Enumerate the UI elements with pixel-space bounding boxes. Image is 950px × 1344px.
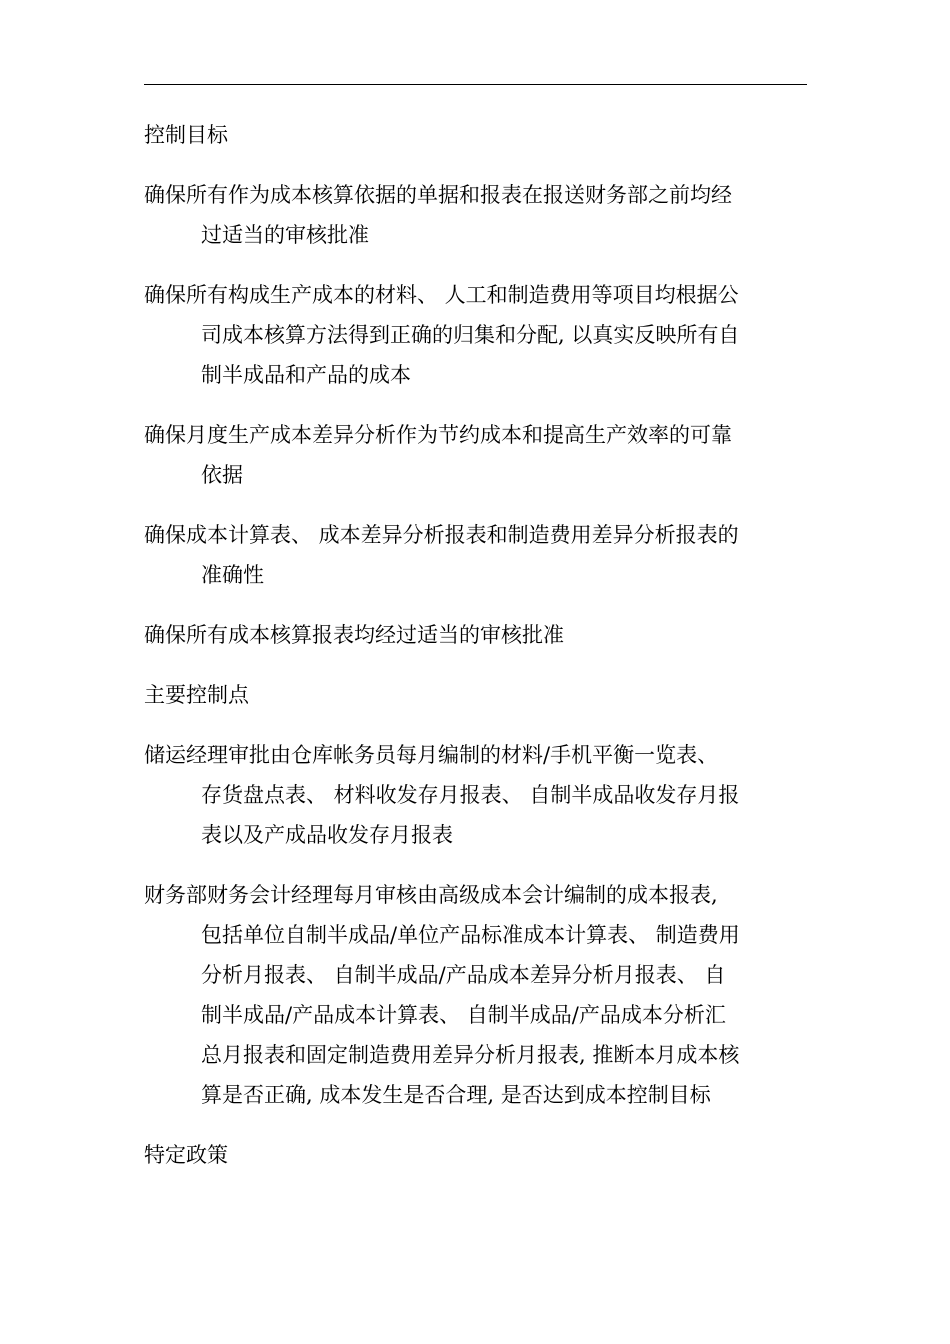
objective-item [144,515,807,595]
control-point-item [144,735,807,855]
para-line: 制半成品和产品的成本 [201,363,411,387]
objective-item [144,275,807,395]
para-line: 包括单位自制半成品/单位产品标准成本计算表、 制造费用 [201,923,740,947]
header-rule [144,84,807,85]
para-line: 存货盘点表、 材料收发存月报表、 自制半成品收发存月报 [201,783,740,807]
para-line: 分析月报表、 自制半成品/产品成本差异分析月报表、 自 [201,963,726,987]
para-line: 确保所有构成生产成本的材料、 人工和制造费用等项目均根据公 [144,283,739,307]
para-line: 总月报表和固定制造费用差异分析月报表, 推断本月成本核 [201,1043,740,1067]
para-line: 司成本核算方法得到正确的归集和分配, 以真实反映所有自 [201,323,740,347]
para-line: 依据 [201,463,243,487]
para-line: 过适当的审核批准 [201,223,369,247]
document-body [144,115,807,1175]
para-line: 确保成本计算表、 成本差异分析报表和制造费用差异分析报表的 [144,523,739,547]
section-heading-specific-policies: 特定政策 [144,1143,228,1167]
objective-item [144,175,807,255]
para-line: 确保所有成本核算报表均经过适当的审核批准 [144,623,564,647]
control-point-item [144,875,807,1115]
para-line: 确保所有作为成本核算依据的单据和报表在报送财务部之前均经 [144,183,732,207]
para-line: 制半成品/产品成本计算表、 自制半成品/产品成本分析汇 [201,1003,726,1027]
para-line: 准确性 [201,563,264,587]
section-heading-key-control-points: 主要控制点 [144,683,249,707]
para-line: 财务部财务会计经理每月审核由高级成本会计编制的成本报表, [144,883,718,907]
para-line: 确保月度生产成本差异分析作为节约成本和提高生产效率的可靠 [144,423,732,447]
section-heading-control-objectives: 控制目标 [144,123,228,147]
objective-item [144,615,807,655]
para-line: 表以及产成品收发存月报表 [201,823,453,847]
objective-item [144,415,807,495]
para-line: 储运经理审批由仓库帐务员每月编制的材料/手机平衡一览表、 [144,743,719,767]
para-line: 算是否正确, 成本发生是否合理, 是否达到成本控制目标 [201,1083,711,1107]
